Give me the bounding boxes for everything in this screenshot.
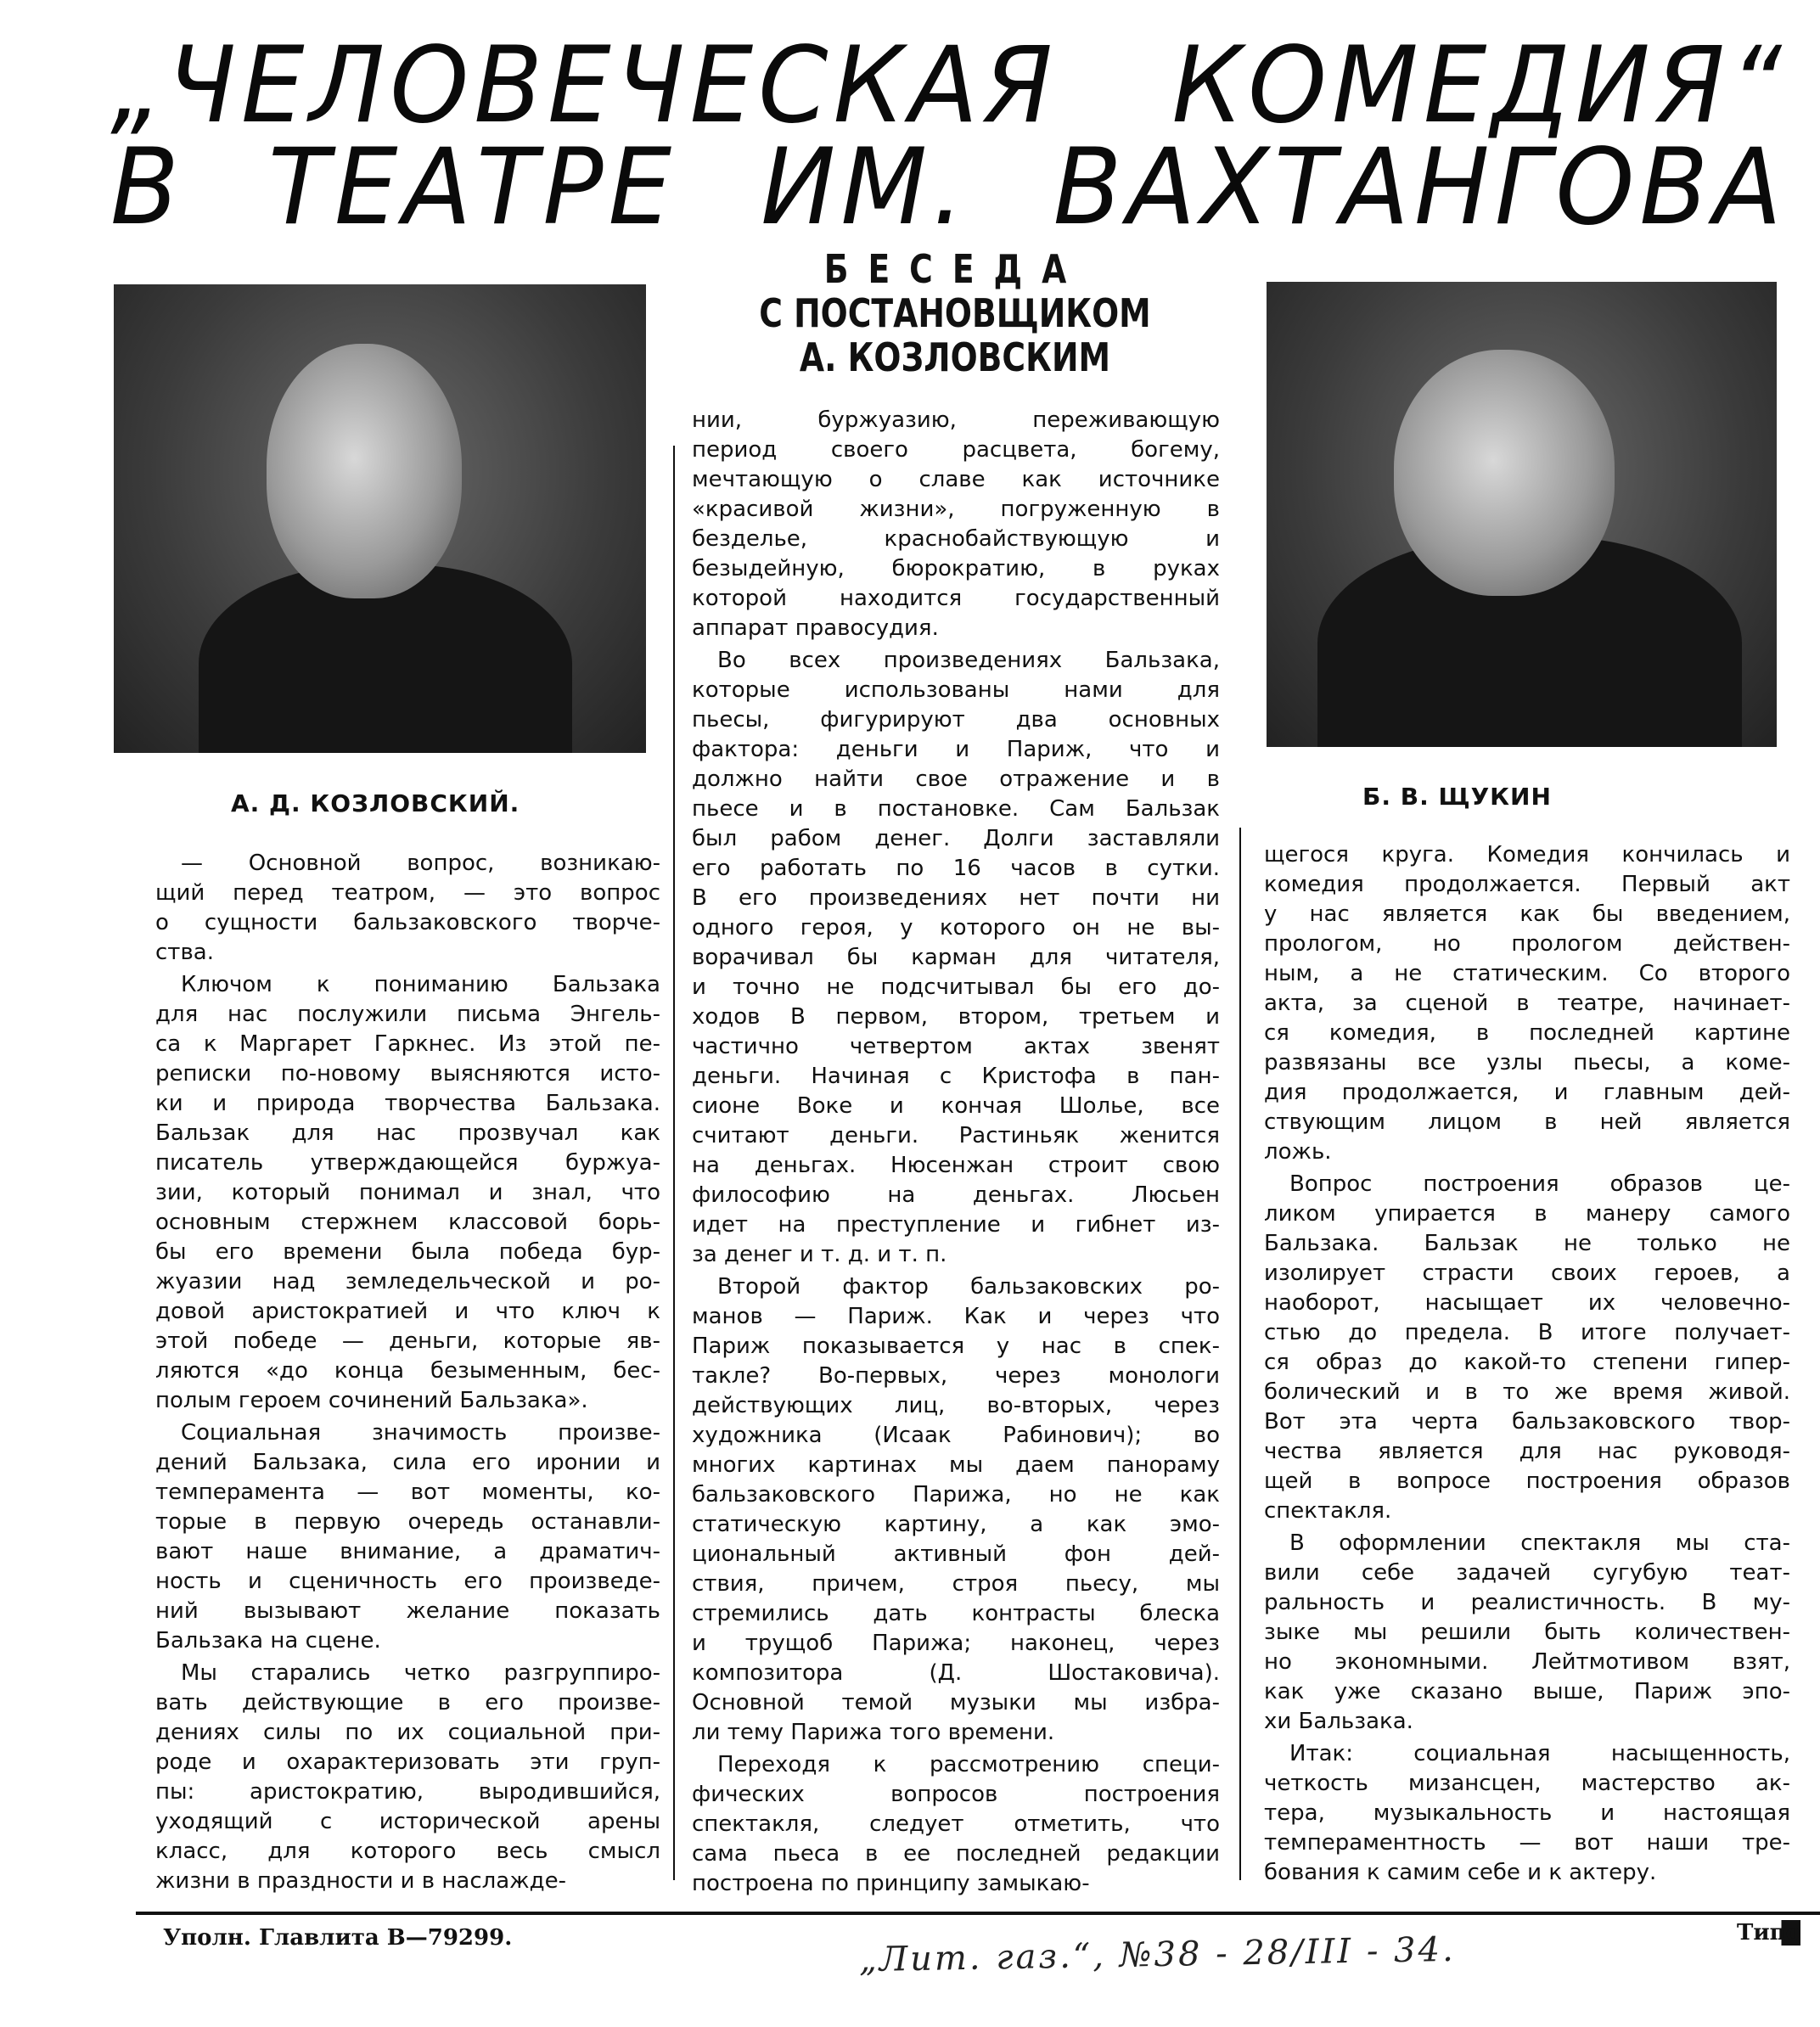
text-line: и трущоб Парижа; наконец, через xyxy=(692,1631,1220,1656)
text-line: комедия продолжается. Первый акт xyxy=(1264,872,1790,897)
text-line: сама пьеса в ее последней редакции xyxy=(692,1841,1220,1867)
text-line: уходящий с исторической арены xyxy=(155,1809,660,1834)
text-line: многих картинах мы даем панораму xyxy=(692,1452,1220,1478)
text-line: ства. xyxy=(155,940,214,965)
interview-heading-line-2: С ПОСТАНОВЩИКОМ xyxy=(759,290,1151,336)
text-line: бования к самим себе и к актеру. xyxy=(1264,1860,1657,1885)
text-line: Бальзак для нас прозвучал как xyxy=(155,1120,660,1146)
text-line: изолирует страсти своих героев, а xyxy=(1264,1261,1790,1286)
text-line: идет на преступление и гибнет из- xyxy=(692,1212,1220,1238)
text-line: жизни в праздности и в наслажде- xyxy=(155,1868,566,1894)
text-line: ным, а не статическим. Со второго xyxy=(1264,961,1790,986)
text-line: са к Маргарет Гаркнес. Из этой пе- xyxy=(155,1031,660,1057)
text-line: спектакля. xyxy=(1264,1498,1392,1524)
text-line: стремились дать контрасты блеска xyxy=(692,1601,1220,1626)
photo-caption-right: Б. В. ЩУКИН xyxy=(1362,783,1552,811)
footer-divider xyxy=(136,1912,1820,1915)
text-line: щий перед театром, — это вопрос xyxy=(155,880,660,906)
text-line: циональный активный фон дей- xyxy=(692,1541,1220,1567)
text-line: мечтающую о славе как источнике xyxy=(692,467,1220,492)
text-line: фактора: деньги и Париж, что и xyxy=(692,737,1220,762)
text-line: действующих лиц, во-вторых, через xyxy=(692,1393,1220,1418)
text-line: и точно не подсчитывал бы его до- xyxy=(692,974,1220,1000)
text-line: бы его времени была победа бур- xyxy=(155,1239,660,1265)
text-line: ральность и реалистичность. В му- xyxy=(1264,1590,1790,1615)
text-line: зии, который понимал и знал, что xyxy=(155,1180,660,1205)
text-line: развязаны все узлы пьесы, а коме- xyxy=(1264,1050,1790,1075)
text-line: пы: аристократию, выродившийся, xyxy=(155,1779,660,1805)
text-line: класс, для которого весь смысл xyxy=(155,1839,660,1864)
text-line: пьесы, фигурируют два основных xyxy=(692,707,1220,733)
text-line: дия продолжается, и главным дей- xyxy=(1264,1080,1790,1105)
text-line: считают деньги. Растиньяк женится xyxy=(692,1123,1220,1148)
text-line: был рабом денег. Долги заставляли xyxy=(692,826,1220,851)
interview-heading-line-3: А. КОЗЛОВСКИМ xyxy=(799,334,1111,380)
text-line: довой аристократией и что ключ к xyxy=(155,1299,660,1324)
text-line: композитора (Д. Шостаковича). xyxy=(692,1660,1220,1686)
column-divider xyxy=(1239,828,1241,1880)
text-line: статическую картину, а как эмо- xyxy=(692,1512,1220,1537)
portrait-photo-kozlovsky xyxy=(114,284,646,753)
text-line: полым героем сочинений Бальзака». xyxy=(155,1388,588,1413)
text-line: одного героя, у которого он не вы- xyxy=(692,915,1220,941)
text-line: четкость мизансцен, мастерство ак- xyxy=(1264,1771,1790,1796)
text-line: темперамента — вот моменты, ко- xyxy=(155,1480,660,1505)
text-line: Основной темой музыки мы избра- xyxy=(692,1690,1220,1715)
column-divider xyxy=(673,446,675,1880)
text-line: чества является для нас руководя- xyxy=(1264,1439,1790,1464)
text-line: для нас послужили письма Энгель- xyxy=(155,1002,660,1027)
text-line: Во всех произведениях Бальзака, xyxy=(717,648,1220,673)
text-line: период своего расцвета, богему, xyxy=(692,437,1220,463)
text-line: художника (Исаак Рабинович); во xyxy=(692,1423,1220,1448)
article-column-left xyxy=(155,849,660,1896)
text-line: щей в вопросе построения образов xyxy=(1264,1468,1790,1494)
text-line: наоборот, насыщает их человечно- xyxy=(1264,1290,1790,1316)
text-line: акта, за сценой в театре, начинает- xyxy=(1264,991,1790,1016)
text-line: вать действующие в его произве- xyxy=(155,1690,660,1715)
text-line: хи Бальзака. xyxy=(1264,1709,1413,1734)
headline-line-1: „ЧЕЛОВЕЧЕСКАЯ КОМЕДИЯ“ xyxy=(110,23,1787,147)
portrait-photo-shchukin xyxy=(1267,282,1777,747)
text-line: которой находится государственный xyxy=(692,586,1220,611)
text-line: ся комедия, в последней картине xyxy=(1264,1020,1790,1046)
text-line: дениях силы по их социальной при- xyxy=(155,1720,660,1745)
interview-heading-line-1: БЕСЕДА xyxy=(823,246,1087,292)
text-line: Бальзака на сцене. xyxy=(155,1628,381,1654)
text-line: роде и охарактеризовать эти груп- xyxy=(155,1749,660,1775)
text-line: этой победе — деньги, которые яв- xyxy=(155,1328,660,1354)
text-line: ки и природа творчества Бальзака. xyxy=(155,1091,660,1116)
text-line: ность и сценичность его произведе- xyxy=(155,1569,660,1594)
text-line: Вопрос построения образов це- xyxy=(1289,1171,1790,1197)
text-line: «красивой жизни», погруженную в xyxy=(692,497,1220,522)
text-line: — Основной вопрос, возникаю- xyxy=(181,851,660,876)
text-line: Переходя к рассмотрению специ- xyxy=(717,1752,1220,1777)
text-line: основным стержнем классовой борь- xyxy=(155,1210,660,1235)
text-line: дений Бальзака, сила его иронии и xyxy=(155,1450,660,1475)
text-line: ний вызывают желание показать xyxy=(155,1598,660,1624)
text-line: безыдейную, бюрократию, в руках xyxy=(692,556,1220,581)
text-line: Мы старались четко разгруппиро- xyxy=(181,1660,660,1686)
text-line: ложь. xyxy=(1264,1139,1332,1165)
text-line: нии, буржуазию, переживающую xyxy=(692,407,1220,433)
text-line: его работать по 16 часов в сутки. xyxy=(692,856,1220,881)
text-line: спектакля, следует отметить, что xyxy=(692,1811,1220,1837)
cut-off-text: Типо xyxy=(1737,1920,1801,1946)
text-line: частично четвертом актах звенят xyxy=(692,1034,1220,1059)
text-line: прологом, но прологом действен- xyxy=(1264,931,1790,957)
text-line: должно найти свое отражение и в xyxy=(692,766,1220,792)
text-line: В оформлении спектакля мы ста- xyxy=(1289,1530,1790,1556)
text-line: сионе Воке и кончая Шолье, все xyxy=(692,1093,1220,1119)
text-line: пьесе и в постановке. Сам Бальзак xyxy=(692,796,1220,822)
text-line: Бальзака. Бальзак не только не xyxy=(1264,1231,1790,1256)
text-line: философию на деньгах. Люсьен xyxy=(692,1182,1220,1208)
text-line: ляются «до конца безыменным, бес- xyxy=(155,1358,660,1384)
text-line: тера, музыкальность и настоящая xyxy=(1264,1800,1790,1826)
text-line: как уже сказано выше, Париж эпо- xyxy=(1264,1679,1790,1704)
text-line: ворачивал бы карман для читателя, xyxy=(692,945,1220,970)
text-line: ходов В первом, втором, третьем и xyxy=(692,1004,1220,1030)
text-line: такле? Во-первых, через монологи xyxy=(692,1363,1220,1389)
photo-caption-left: А. Д. КОЗЛОВСКИЙ. xyxy=(231,789,520,817)
text-line: зыке мы решили быть количествен- xyxy=(1264,1620,1790,1645)
text-line: деньги. Начиная с Кристофа в пан- xyxy=(692,1064,1220,1089)
article-column-right xyxy=(1264,840,1790,1888)
text-line: Вот эта черта бальзаковского твор- xyxy=(1264,1409,1790,1435)
text-line: Итак: социальная насыщенность, xyxy=(1289,1741,1790,1766)
text-line: Социальная значимость произве- xyxy=(181,1420,660,1446)
text-line: ствия, причем, строя пьесу, мы xyxy=(692,1571,1220,1597)
text-line: за денег и т. д. и т. п. xyxy=(692,1242,947,1267)
article-column-middle xyxy=(692,406,1220,1899)
text-line: безделье, краснобайствующую и xyxy=(692,526,1220,552)
text-line: но экономными. Лейтмотивом взят, xyxy=(1264,1649,1790,1675)
text-line: фических вопросов построения xyxy=(692,1782,1220,1807)
text-line: вили себе задачей сугубую теат- xyxy=(1264,1560,1790,1586)
text-line: у нас является как бы введением, xyxy=(1264,901,1790,927)
censor-number: Уполн. Главлита В—79299. xyxy=(163,1925,513,1951)
text-line: ся образ до какой-то степени гипер- xyxy=(1264,1350,1790,1375)
headline-line-2: В ТЕАТРЕ ИМ. ВАХТАНГОВА xyxy=(110,125,1787,249)
text-line: темпераментность — вот наши тре- xyxy=(1264,1830,1790,1856)
text-line: реписки по-новому выясняются исто- xyxy=(155,1061,660,1086)
text-line: ликом упирается в манеру самого xyxy=(1264,1201,1790,1227)
text-line: писатель утверждающейся буржуа- xyxy=(155,1150,660,1176)
handwritten-source-note: „Лит. газ.“, №38 - 28/III - 34. xyxy=(858,1929,1457,1980)
text-line: ствующим лицом в ней является xyxy=(1264,1109,1790,1135)
text-line: Второй фактор бальзаковских ро- xyxy=(717,1274,1220,1300)
text-line: построена по принципу замыкаю- xyxy=(692,1871,1090,1896)
text-line: манов — Париж. Как и через что xyxy=(692,1304,1220,1329)
text-line: бальзаковского Парижа, но не как xyxy=(692,1482,1220,1508)
text-line: Ключом к пониманию Бальзака xyxy=(181,972,660,997)
text-line: ли тему Парижа того времени. xyxy=(692,1720,1055,1745)
text-line: аппарат правосудия. xyxy=(692,615,939,641)
text-line: на деньгах. Нюсенжан строит свою xyxy=(692,1153,1220,1178)
text-line: В его произведениях нет почти ни xyxy=(692,885,1220,911)
text-line: торые в первую очередь останавли- xyxy=(155,1509,660,1535)
text-line: болический и в то же время живой. xyxy=(1264,1379,1790,1405)
text-line: стью до предела. В итоге получает- xyxy=(1264,1320,1790,1345)
text-line: о сущности бальзаковского творче- xyxy=(155,910,660,935)
text-line: жуазии над земледельческой и ро- xyxy=(155,1269,660,1294)
text-line: щегося круга. Комедия кончилась и xyxy=(1264,842,1790,868)
text-line: которые использованы нами для xyxy=(692,677,1220,703)
text-line: Париж показывается у нас в спек- xyxy=(692,1334,1220,1359)
text-line: вают наше внимание, а драматич- xyxy=(155,1539,660,1564)
